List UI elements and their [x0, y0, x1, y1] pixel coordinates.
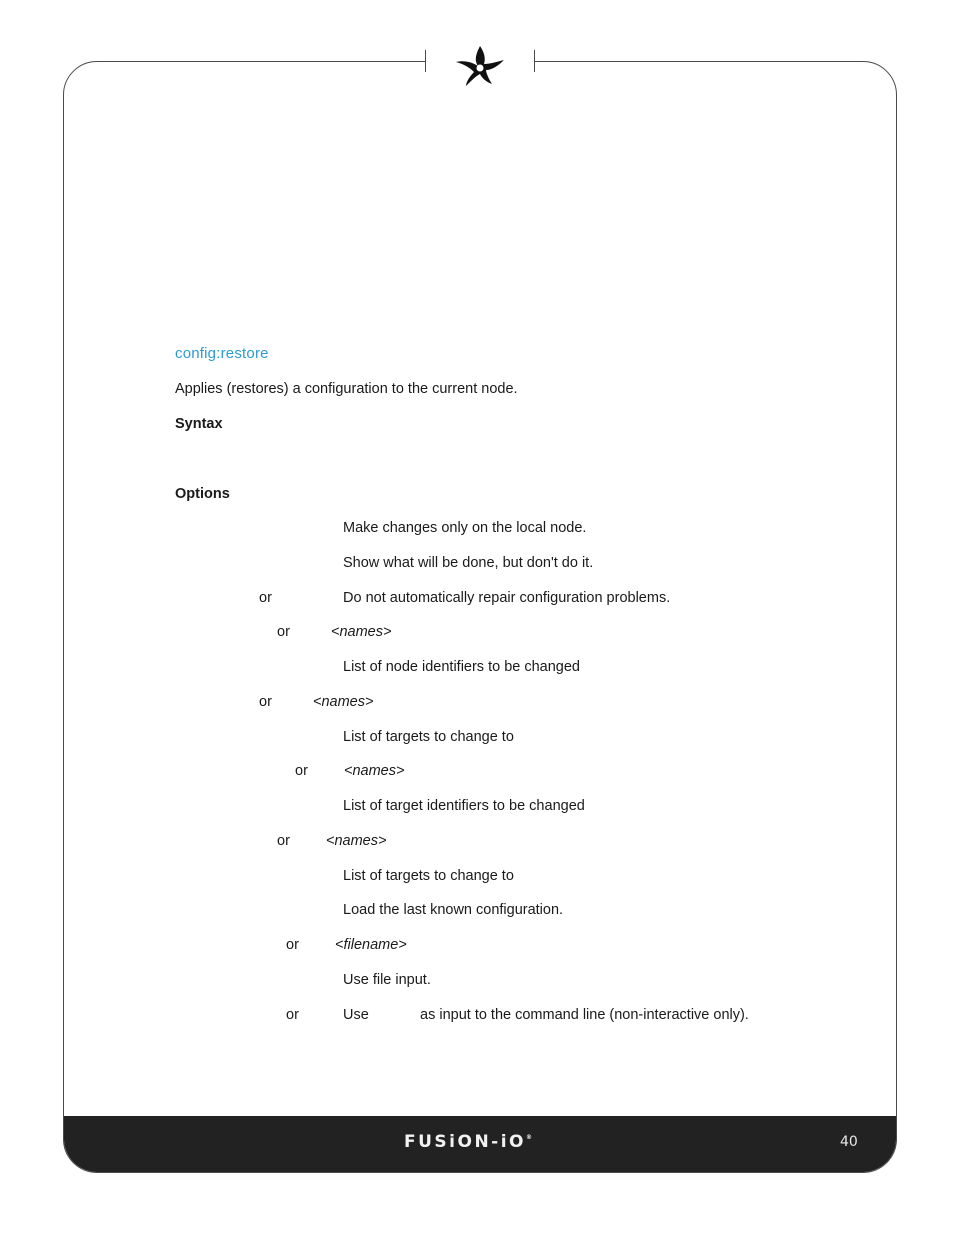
option-nodes-or: or	[277, 624, 290, 640]
option-newnodes-arg-text: <names>	[313, 694, 374, 710]
option-newnodes-or: or	[259, 694, 272, 710]
option-dryrun-desc: Show what will be done, but don't do it.	[343, 555, 594, 571]
option-norepair-desc: Do not automatically repair configuration problems.	[343, 590, 671, 606]
page-number: 40	[840, 1134, 858, 1150]
option-newnodes-arg	[313, 694, 373, 710]
option-norepair-or: or	[259, 590, 272, 606]
option-newtargets-desc: List of targets to change to	[343, 868, 514, 884]
option-nodes-arg-text: <names>	[331, 624, 392, 640]
option-newtargets-arg	[326, 833, 386, 849]
section-description: Applies (restores) a configuration to the current node.	[175, 381, 518, 397]
option-targets-arg	[344, 763, 404, 779]
option-local-desc: Make changes only on the local node.	[343, 520, 587, 536]
option-file-arg	[335, 937, 407, 953]
option-stdin-use: Use	[343, 1007, 369, 1023]
option-targets-desc: List of target identifiers to be changed	[343, 798, 585, 814]
option-stdin-desc: as input to the command line (non-interactive only).	[420, 1007, 749, 1023]
option-file-desc: Use file input.	[343, 972, 431, 988]
option-stdin-or: or	[286, 1007, 299, 1023]
section-heading: config:restore	[175, 345, 269, 362]
footer-bar	[64, 1116, 896, 1172]
frame-tick-right	[534, 50, 535, 72]
option-newtargets-or: or	[277, 833, 290, 849]
option-file-or: or	[286, 937, 299, 953]
option-targets-or: or	[295, 763, 308, 779]
brand-logo	[404, 1132, 532, 1152]
option-file-arg-text: <filename>	[335, 937, 407, 953]
brand-name: FUSiON-iO	[404, 1132, 527, 1152]
syntax-label: Syntax	[175, 416, 223, 432]
frame-tick-left	[425, 50, 426, 72]
option-newtargets-arg-text: <names>	[326, 833, 387, 849]
registered-mark: ®	[526, 1134, 533, 1141]
option-nodes-desc: List of node identifiers to be changed	[343, 659, 580, 675]
option-last-desc: Load the last known configuration.	[343, 902, 564, 918]
fusion-io-star-icon	[452, 42, 508, 88]
option-newnodes-desc: List of targets to change to	[343, 729, 514, 745]
options-label: Options	[175, 486, 230, 502]
option-targets-arg-text: <names>	[344, 763, 405, 779]
option-nodes-arg	[331, 624, 391, 640]
